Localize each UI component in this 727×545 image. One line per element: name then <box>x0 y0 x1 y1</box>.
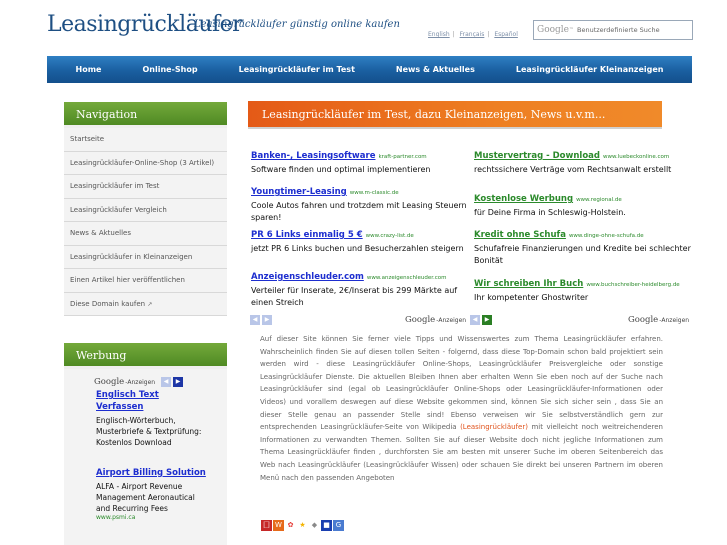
nav-home[interactable]: Home <box>75 65 102 74</box>
ad-block[interactable] <box>251 151 469 176</box>
star-bookmark-icon[interactable]: ★ <box>297 520 308 531</box>
sidebar-item-startseite[interactable]: Startseite <box>64 128 227 152</box>
ad-url[interactable]: www.psmi.ca <box>96 514 136 521</box>
ad-title[interactable]: Wir schreiben Ihr Buch <box>474 279 584 289</box>
social-bookmarks <box>261 520 344 531</box>
sidebar-item-domain-kaufen[interactable] <box>64 293 227 317</box>
nav-test[interactable]: Leasingrückläufer im Test <box>238 65 355 74</box>
nav-news[interactable]: News & Aktuelles <box>395 65 475 74</box>
ad-title[interactable]: Anzeigenschleuder.com <box>251 272 364 282</box>
next-arrow-icon[interactable]: ▶ <box>262 315 272 325</box>
sidebar-ads-title: Werbung <box>64 343 227 369</box>
ad-url[interactable]: www.dinge-ohne-schufa.de <box>568 233 644 239</box>
google-logo: Google <box>94 377 125 387</box>
prev-arrow-icon[interactable]: ◀ <box>470 315 480 325</box>
site-tagline: Leasingrückläufer günstig online kaufen <box>194 19 400 30</box>
ad-description: Coole Autos fahren und trotzdem mit Leasing Steuern sparen! <box>251 201 467 222</box>
ad-url[interactable]: www.luebeckonline.com <box>602 154 670 160</box>
sidebar-ad[interactable] <box>96 389 206 448</box>
lang-spanish-link[interactable]: Español <box>494 31 518 38</box>
google-logo: Google <box>628 315 659 325</box>
search-placeholder: Benutzerdefinierte Suche <box>577 26 660 34</box>
ad-description: rechtssichere Verträge vom Rechtsanwalt erstellt <box>474 165 672 174</box>
next-arrow-icon[interactable]: ▶ <box>482 315 492 325</box>
ad-block[interactable] <box>474 151 692 176</box>
ad-block[interactable] <box>474 230 692 267</box>
external-link-icon: ↗ <box>147 300 153 308</box>
ad-description: ALFA - Airport Revenue Management Aeronautical and Recurring Fees <box>96 482 195 513</box>
sidebar-item-vergleich[interactable]: Leasingrückläufer Vergleich <box>64 199 227 223</box>
ad-description: Englisch-Wörterbuch, Musterbriefe & Textprüfung: Kostenlos Download <box>96 416 202 447</box>
site-logo[interactable]: Leasingrückläufer <box>47 12 243 37</box>
ad-title[interactable]: Mustervertrag - Download <box>474 151 600 161</box>
ad-title[interactable]: Englisch Text Verfassen <box>96 390 159 412</box>
ad-block[interactable] <box>474 194 692 219</box>
next-arrow-icon[interactable]: ▶ <box>173 377 183 387</box>
delicious-icon[interactable]: ✿ <box>285 520 296 531</box>
sidebar-item-label: Diese Domain kaufen <box>70 299 146 308</box>
bookmark-orange-icon[interactable]: W <box>273 520 284 531</box>
sidebar-ads <box>64 343 227 545</box>
ad-title[interactable]: Kredit ohne Schufa <box>474 230 566 240</box>
sidebar-nav-title: Navigation <box>64 102 227 128</box>
ad-url[interactable]: www.anzeigenschleuder.com <box>366 275 447 281</box>
wikipedia-link[interactable]: (Leasingrückläufer) <box>460 423 528 432</box>
ad-title[interactable]: Kostenlose Werbung <box>474 194 574 204</box>
ad-description: Software finden und optimal implementieren <box>251 165 431 174</box>
page-title: Leasingrückläufer im Test, dazu Kleinanzeigen, News u.v.m... <box>248 101 662 129</box>
sidebar-item-online-shop[interactable]: Leasingrückläufer-Online-Shop (3 Artikel) <box>64 152 227 176</box>
search-input[interactable]: Google ™ Benutzerdefinierte Suche <box>533 20 693 40</box>
bookmark-red-icon[interactable]: 囗 <box>263 521 270 529</box>
ad-description: Ihr kompetenter Ghostwriter <box>474 293 589 302</box>
ad-title[interactable]: Youngtimer-Leasing <box>251 187 347 197</box>
lang-french-link[interactable]: Français <box>459 31 485 38</box>
google-ads-label: Google - Anzeigen <box>628 315 690 325</box>
google-logo: Google <box>405 315 436 325</box>
nav-online-shop[interactable]: Online-Shop <box>142 65 198 74</box>
google-search-logo: Google <box>537 25 569 35</box>
ad-url[interactable]: kraft-partner.com <box>378 154 427 160</box>
language-switcher: English | Français | Español <box>428 31 518 38</box>
ads-nav-left <box>250 315 272 325</box>
sidebar-nav-list <box>64 128 227 316</box>
prev-arrow-icon[interactable]: ◀ <box>250 315 260 325</box>
ad-title[interactable]: Airport Billing Solution <box>96 468 206 478</box>
google-bookmark-icon[interactable]: G <box>333 520 344 531</box>
ad-description: für Deine Firma in Schleswig-Holstein. <box>474 208 626 217</box>
ad-description: Verteiler für Inserate, 2€/Inserat bis 299 Märkte auf einen Streich <box>251 286 458 307</box>
sidebar-item-kleinanzeigen[interactable]: Leasingrückläufer in Kleinanzeigen <box>64 246 227 270</box>
sidebar-navigation <box>64 102 227 316</box>
sidebar-item-test[interactable]: Leasingrückläufer im Test <box>64 175 227 199</box>
google-ads-label: Google - Anzeigen ◀ ▶ <box>94 377 183 387</box>
google-ads-label: Google - Anzeigen ◀ ▶ <box>405 315 492 325</box>
ad-block[interactable] <box>251 272 469 309</box>
prev-arrow-icon[interactable]: ◀ <box>161 377 171 387</box>
ad-url[interactable]: www.crazy-list.de <box>365 233 414 239</box>
lang-english-link[interactable]: English <box>428 31 450 38</box>
ad-title[interactable]: PR 6 Links einmalig 5 € <box>251 230 363 240</box>
nav-kleinanzeigen[interactable]: Leasingrückläufer Kleinanzeigen <box>515 65 664 74</box>
ad-description: Schufafreie Finanzierungen und Kredite bei schlechter Bonität <box>474 244 691 265</box>
ad-url[interactable]: www.buchschreiber-heidelberg.de <box>586 282 680 288</box>
ad-description: jetzt PR 6 Links buchen und Besucherzahlen steigern <box>251 244 464 253</box>
ad-url[interactable]: www.regional.de <box>576 197 622 203</box>
delicious-grid-icon[interactable]: ■ <box>321 520 332 531</box>
intro-text: Auf dieser Site können Sie ferner viele Tipps und Wissenswertes zum Thema Leasingrückläufer erfahren. Wahrscheinlich finden Sie auf diesen tollen Seiten - folgernd, dass diese Top-Domain schon bald projektiert sein werden wird - diese Leasingrückläufer Online-Shops, Leasingrückläufer Preisvergleiche oder sonstige Leasingrückläufer Dienste. Die aktuellen Bleiben Ihnen aber erhalten Wenn Sie eben noch auf der Suche nach Leasingrückläufer sind (egal ob Leasingrückläufer Online-Shops oder Leasingrückläufer-Informationen oder Videos) und vorallem deswegen auf diese Website gekommen sind, können Sie sich sicher sein , dass Sie an dieser Stelle genau an passender Stelle sind! Ebenso verweisen wir Sie selbstverständlich gern zur entsprechenden Leasingrückläufer-Seite von Wikipedia (Leasingrückläufer) mit vielleicht noch weitreichenderen Informationen zu verwandten Themen. Sollten Sie auf dieser Website doch nicht jegliche Informationen zum Thema Leasingrückläufer finden , durchforsten Sie am besten mit unserer Suche im oberen Seitenbereich das Web nach Leasingrückläufer (Leasingrückläufer Wissen) oder schauen Sie direkt bei unseren Partnern im oberen Menü nach den passenden Angeboten <box>260 335 663 482</box>
mister-wong-icon[interactable]: ◆ <box>309 520 320 531</box>
ad-block[interactable] <box>251 230 469 255</box>
ad-url[interactable]: www.m-classic.de <box>349 190 399 196</box>
sidebar-item-artikel[interactable]: Einen Artikel hier veröffentlichen <box>64 269 227 293</box>
ad-title[interactable]: Banken-, Leasingsoftware <box>251 151 376 161</box>
top-navigation <box>47 56 692 83</box>
ad-block[interactable] <box>251 187 469 224</box>
sidebar-ad[interactable] <box>96 467 206 521</box>
ad-block[interactable] <box>474 279 692 304</box>
sidebar-item-news[interactable]: News & Aktuelles <box>64 222 227 246</box>
